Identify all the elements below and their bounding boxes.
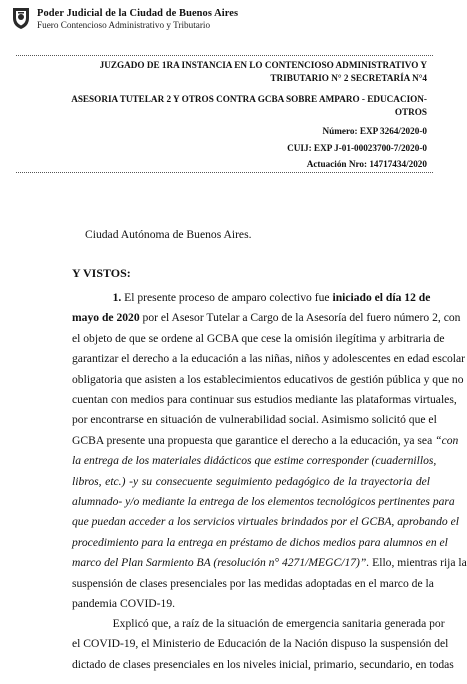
section-heading: Y VISTOS: [72,266,131,280]
text-run: por el Asesor Tutelar a Cargo de la Asesoría del fuero número 2, con [139,311,461,325]
italic-run: que puedan acceder a los servicios virtuales brindados por el GCBA, aprobando el [72,515,459,529]
text-line [72,451,437,471]
italic-run: procedimiento para la entrega en préstamo de dichos medios para alumnos en el [72,535,448,549]
org-subtitle: Fuero Contencioso Administrativo y Tributario [37,20,211,30]
text-line: el COVID-19, el Ministerio de Educación de la Nación dispuso la suspensión del [72,637,449,651]
case-caption-line-2: OTROS [394,107,427,117]
item-number: 1. [112,291,122,304]
text-line [72,472,430,492]
text-line [72,512,459,532]
text-line [72,492,455,512]
text-run: Explicó que, a raíz de la situación de emergencia sanitaria generada por [112,617,445,630]
text-line [72,308,461,328]
italic-run: la entrega de los materiales didácticos que estime corresponder (cuadernillos, [72,454,437,468]
court-seal-icon [10,6,32,30]
court-line-2: TRIBUTARIO N° 2 SECRETARÍA N°4 [270,73,427,83]
italic-run: alumnado- y/o mediante la entrega de los elementos tecnológicos pertinentes para [72,495,455,509]
text-line [72,431,459,451]
italic-run: marco del Plan Sarmiento BA (resolución n° 4271/MEGC/17)”. [72,556,370,570]
org-name: Poder Judicial de la Ciudad de Buenos Aires [37,8,239,19]
text-line: por encontrarse en situación de vulnerabilidad social. Asimismo solicitó que el [72,413,437,427]
text-line: cuentan con medios para continuar sus estudios mediante las plataformas virtuales, [72,393,457,407]
paragraph-2 [72,614,454,675]
text-run: GCBA presente una propuesta que garantice el derecho a la educación, ya sea [72,433,436,447]
text-line: pandemia COVID-19. [72,597,176,611]
case-number: Número: EXP 3264/2020-0 [322,126,427,136]
text-line: dictado de clases presenciales en los niveles inicial, primario, secundario, en todas [72,657,454,671]
text-run: El presente proceso de amparo colectivo fue [121,291,333,304]
case-header [16,55,433,173]
letterhead [10,6,440,32]
text-line [72,614,445,634]
italic-run: “con [435,433,459,447]
text-run: Ello, mientras rija la [369,556,467,570]
text-line: garantizar el derecho a la educación a las niñas, niños y adolescentes en edad escolar [72,352,466,366]
case-caption-line-1: ASESORIA TUTELAR 2 Y OTROS CONTRA GCBA SOBRE AMPARO - EDUCACION- [71,94,427,104]
paragraph-1 [72,288,467,615]
court-line-1: JUZGADO DE 1RA INSTANCIA EN LO CONTENCIOSO ADMINISTRATIVO Y [99,60,427,70]
bold-run: mayo de 2020 [72,311,140,325]
text-line: el objeto de que se ordene al GCBA que cese la omisión ilegítima y arbitraria de [72,331,445,345]
italic-run: libros, etc.) -y su consecuente seguimiento pedagógico de la trayectoria del [72,474,430,488]
city-line: Ciudad Autónoma de Buenos Aires. [85,228,252,241]
cuij-number: CUIJ: EXP J-01-00023700-7/2020-0 [287,143,427,153]
text-line [72,553,467,573]
text-line: obligatoria que asisten a los establecimientos educativos de gestión pública y que no [72,372,464,386]
text-line: suspensión de clases presenciales por las medidas adoptadas en el marco de la [72,576,434,590]
bold-run: iniciado el día 12 de [332,291,431,304]
actuacion-number: Actuación Nro: 14717434/2020 [306,159,427,169]
text-line [72,533,448,553]
text-line [72,288,430,308]
